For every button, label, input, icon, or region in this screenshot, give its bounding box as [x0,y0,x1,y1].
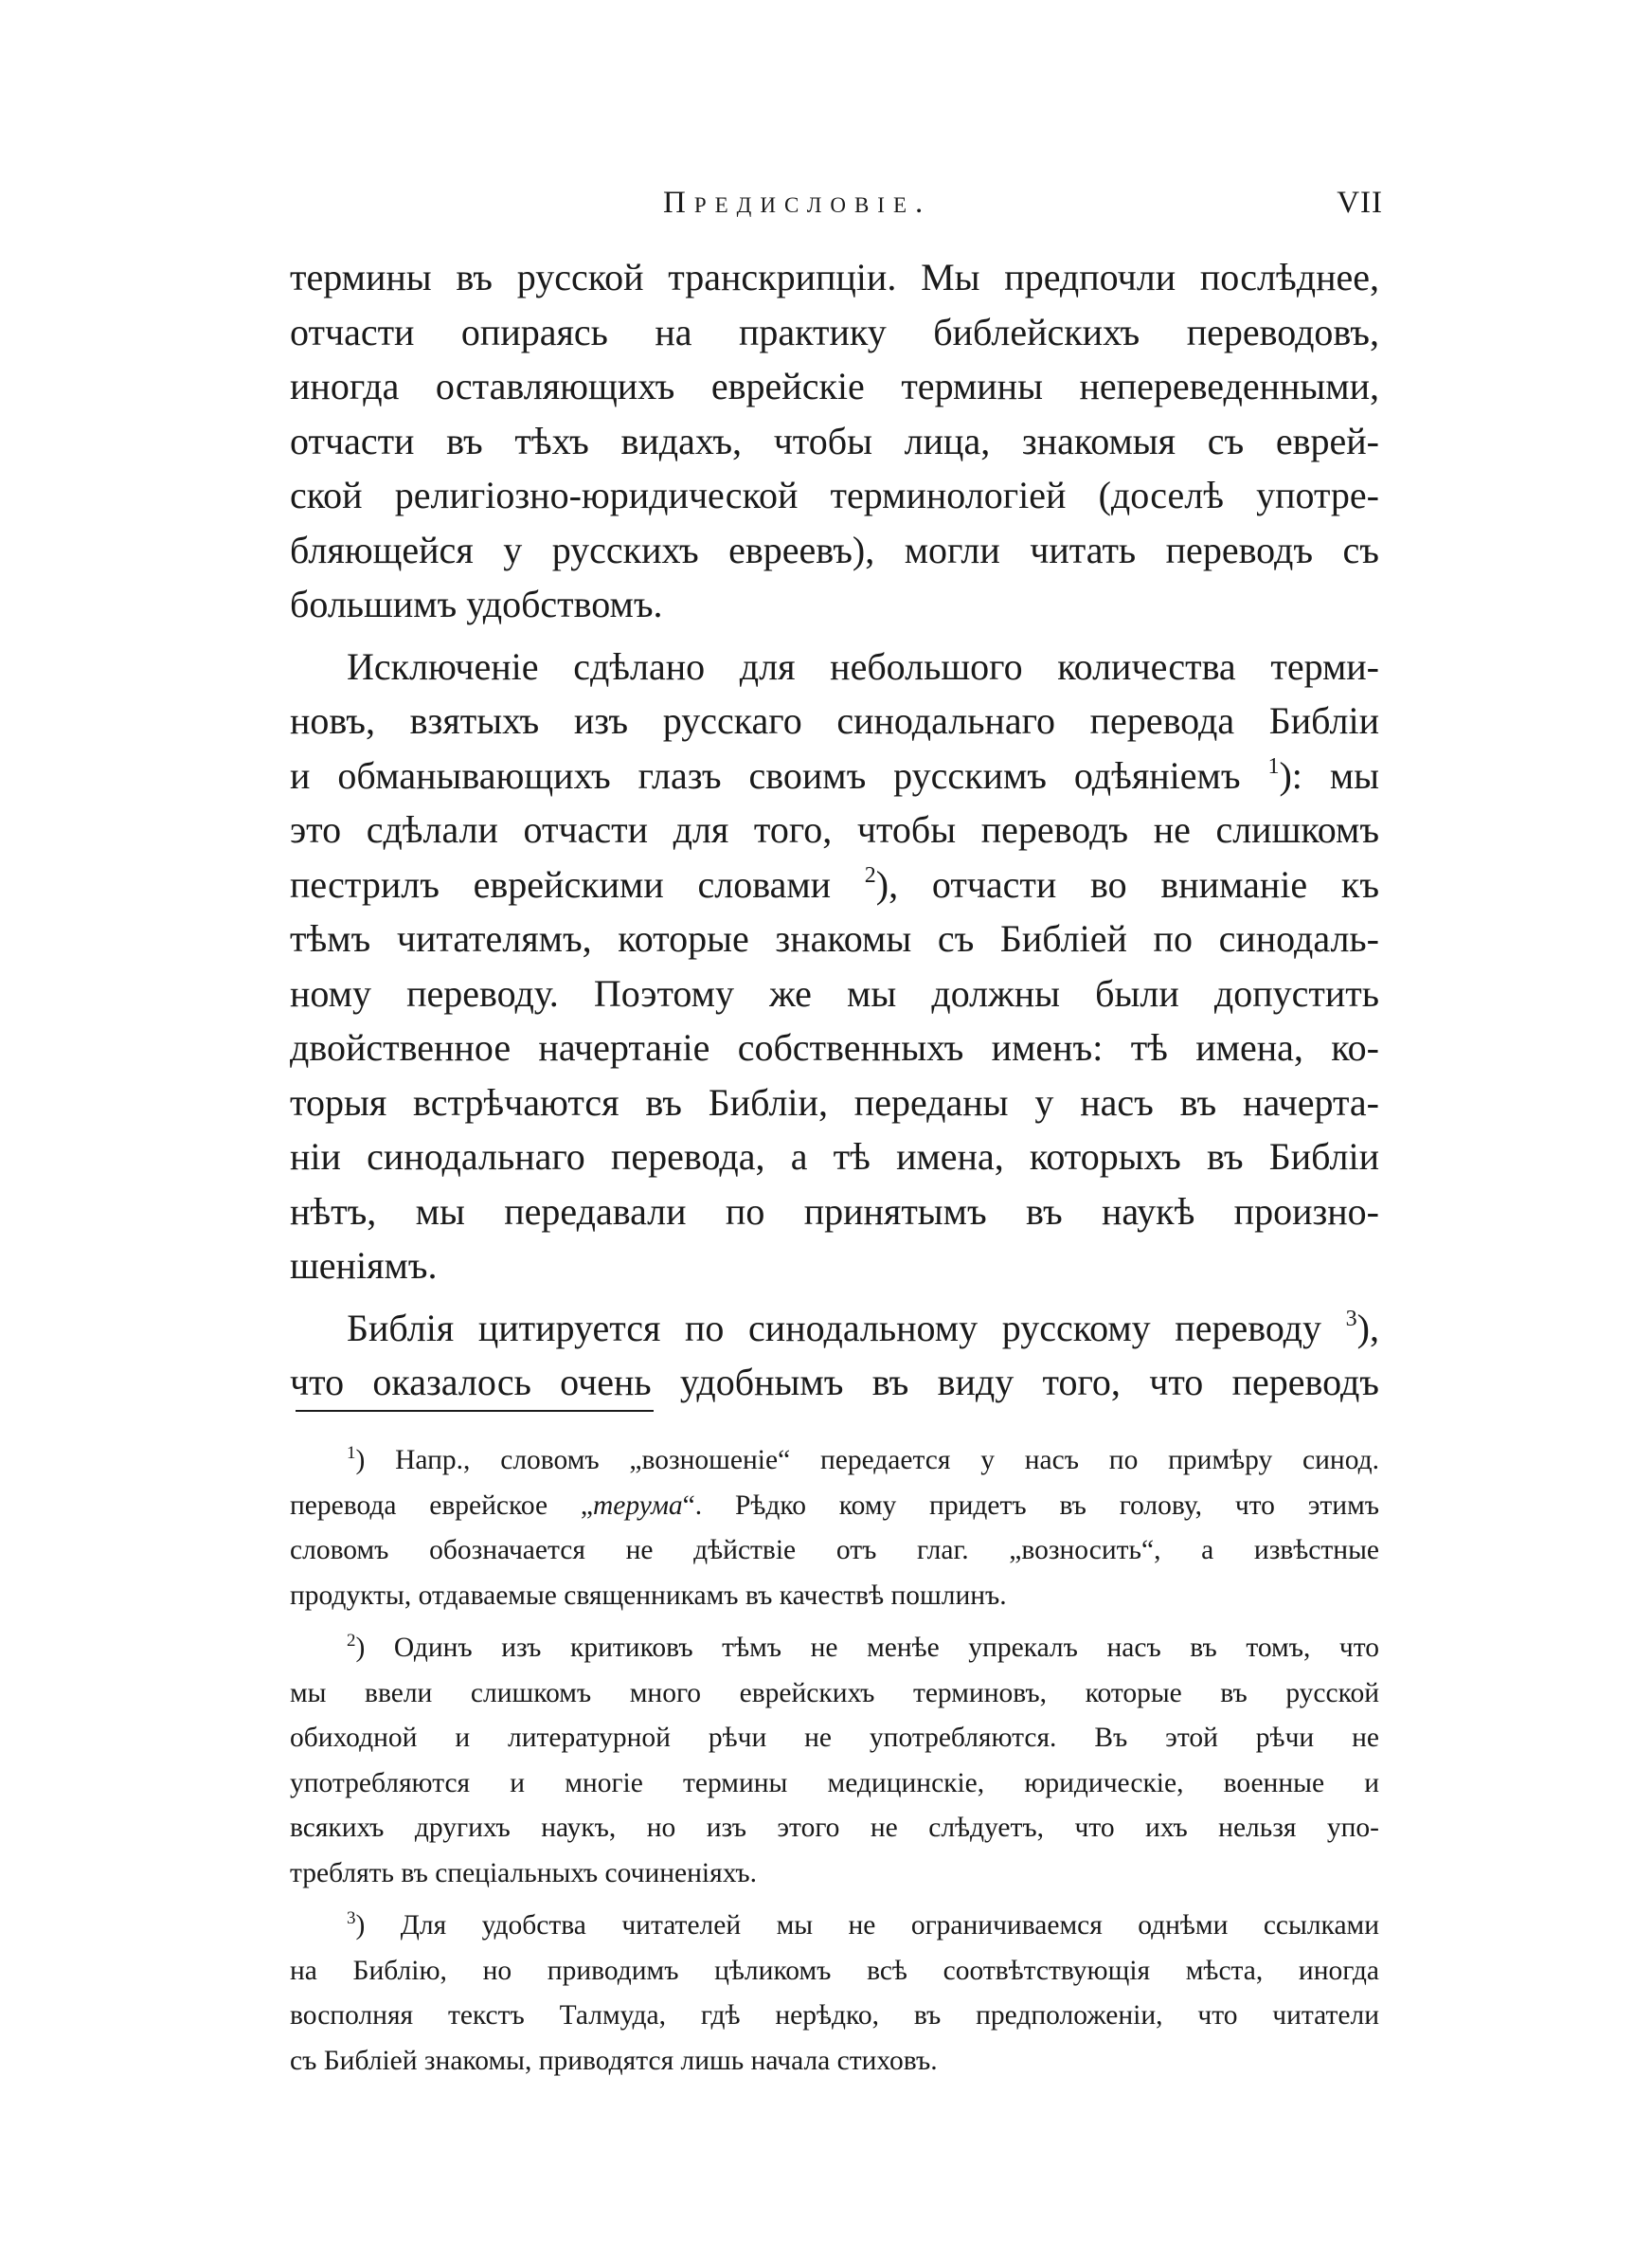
footnote-marker: 2 [347,1631,356,1651]
text-line: Исключеніе сдѣлано для небольшого количества терми- [347,644,1379,688]
footnote-line: словомъ обозначается не дѣйствіе отъ глаг. „возносить“, а извѣстные [290,1535,1379,1565]
text-line: что оказалось очень удобнымъ въ виду того, что переводъ [290,1361,1379,1403]
line-text: ): мы [1279,753,1380,797]
text-line: торыя встрѣчаются въ Библіи, переданы у насъ въ начерта- [290,1080,1379,1124]
text-line: это сдѣлали отчасти для того, чтобы переводъ не слишкомъ [290,808,1379,851]
footnote-line: восполняя текстъ Талмуда, гдѣ нерѣдко, въ предположеніи, что читатели [290,2000,1379,2031]
line-text: “. Рѣдко кому придетъ въ голову, что этимъ [682,1490,1379,1521]
text-line: новъ, взятыхъ изъ русскаго синодальнаго перевода Библіи [290,699,1379,742]
body-text [290,250,1379,1410]
footnote-line [290,1904,1379,1949]
text-line: иногда оставляющихъ еврейскіе термины непереведенными, [290,365,1379,407]
page-number: VII [1337,186,1383,220]
footnote-ref-2[interactable]: 2 [864,862,876,888]
footnote-marker: 3 [347,1908,356,1928]
text-line [290,1301,1379,1356]
footnote-3 [290,1904,1379,2084]
footnote-line [290,1438,1379,1484]
text-line: отчасти въ тѣхъ видахъ, чтобы лица, знакомыя съ еврей- [290,419,1379,462]
footnote-line: на Библію, но приводимъ цѣликомъ всѣ соотвѣтствующія мѣста, иногда [290,1955,1379,1986]
footnote-separator [296,1410,654,1412]
line-text: ) Напр., словомъ „возношеніе“ передается у насъ по примѣру синод. [355,1445,1379,1475]
line-text: Библія цитируется по синодальному русскому переводу [347,1306,1322,1349]
text-line: шеніямъ. [290,1244,438,1287]
footnote-ref-1[interactable]: 1 [1267,753,1280,779]
footnote-line: продукты, отдаваемые священникамъ въ качествѣ пошлинъ. [290,1580,1007,1611]
footnote-line: треблять въ спеціальныхъ сочиненіяхъ. [290,1857,757,1888]
line-text: перевода еврейское „ [290,1490,593,1521]
footnote-line [290,1626,1379,1671]
footnote-line: всякихъ другихъ наукъ, но изъ этого не слѣдуетъ, что ихъ нельзя упо- [290,1813,1379,1843]
line-text: пестрилъ еврейскими словами [290,862,832,906]
line-text: и обманывающихъ глазъ своимъ русскимъ одѣяніемъ [290,753,1241,797]
line-text: ) Одинъ изъ критиковъ тѣмъ не менѣе упрекалъ насъ въ томъ, что [355,1633,1379,1663]
running-title: Предисловіе. [663,186,932,220]
footnote-line [290,1484,1379,1529]
text-line: ніи синодальнаго перевода, а тѣ имена, которыхъ въ Библіи [290,1135,1379,1178]
text-line: тѣмъ читателямъ, которые знакомы съ Библіей по синодаль- [290,917,1379,960]
text-line: ской религіозно-юридической терминологіей (доселѣ употре- [290,474,1379,516]
footnote-line: употребляются и многіе термины медицинскіе, юридическіе, военные и [290,1767,1379,1798]
italic-term: терума [592,1490,683,1521]
footnote-marker: 1 [347,1443,356,1463]
text-line: бляющейся у русскихъ евреевъ), могли читать переводъ съ [290,528,1379,571]
text-line: отчасти опираясь на практику библейскихъ переводовъ, [290,310,1379,353]
text-line [290,858,1379,912]
text-line [290,749,1379,803]
line-text: ), [1356,1306,1379,1349]
line-text: ), отчасти во вниманіе къ [875,862,1380,906]
paragraph-1 [290,250,1379,632]
footnote-line: обиходной и литературной рѣчи не употребляются. Въ этой рѣчи не [290,1723,1379,1753]
footnote-2 [290,1626,1379,1896]
text-line: большимъ удобствомъ. [290,583,663,625]
footnotes [290,1438,1379,2084]
text-line: ному переводу. Поэтому же мы должны были допустить [290,971,1379,1015]
line-text: ) Для удобства читателей мы не ограничиваемся однѣми ссылками [355,1910,1379,1941]
text-line: двойственное начертаніе собственныхъ именъ: тѣ имена, ко- [290,1026,1379,1069]
footnote-line: съ Библіей знакомы, приводятся лишь начала стиховъ. [290,2045,938,2076]
running-head [294,186,1383,233]
footnote-1 [290,1438,1379,1618]
footnote-line: мы ввели слишкомъ много еврейскихъ терминовъ, которые въ русской [290,1677,1379,1708]
text-line: термины въ русской транскрипціи. Мы предпочли послѣднее, [290,256,1379,298]
footnote-ref-3[interactable]: 3 [1345,1306,1357,1331]
text-line: нѣтъ, мы передавали по принятымъ въ наукѣ произно- [290,1189,1379,1233]
paragraph-2 [290,640,1379,1293]
paragraph-3 [290,1301,1379,1410]
